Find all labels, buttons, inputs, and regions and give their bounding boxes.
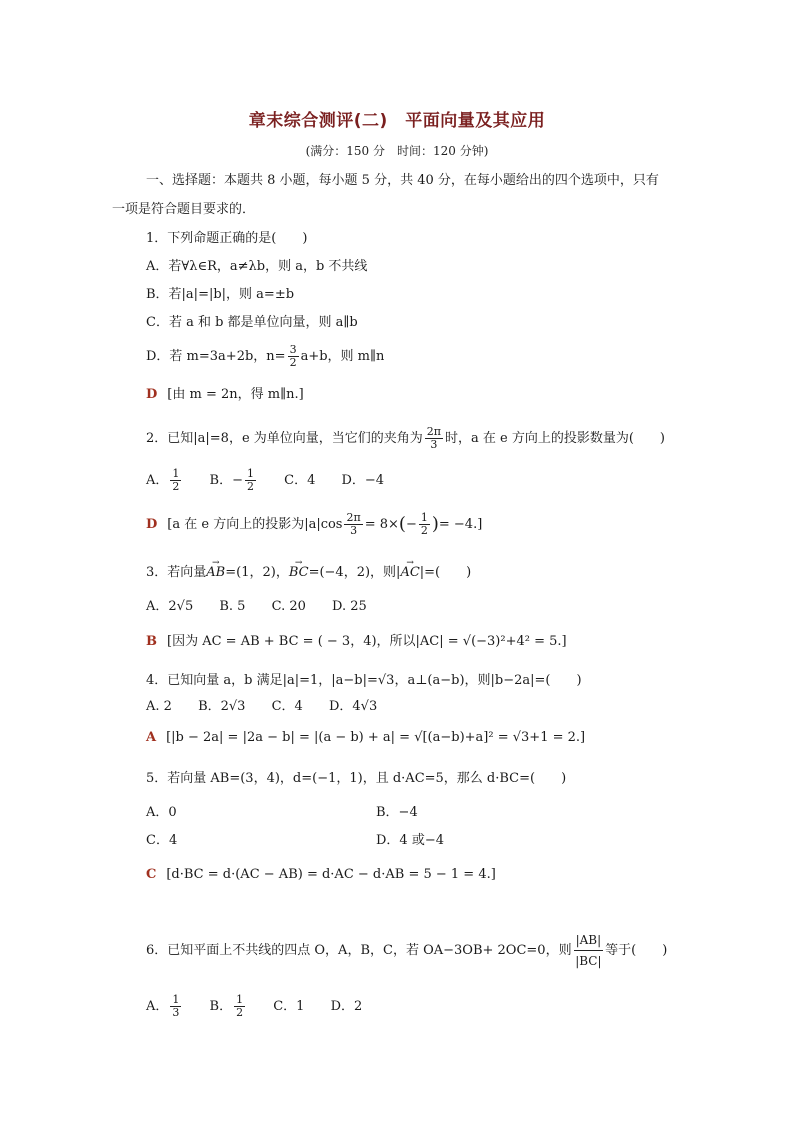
- question-3-stem: [146, 564, 471, 582]
- option-c: C．4: [271, 699, 303, 714]
- question-1-option-b: B．若|a|=|b|，则 a=±b: [146, 287, 295, 302]
- question-6-stem: [146, 930, 667, 971]
- question-2-stem-prefix: 2．已知|a|=8，e 为单位向量，当它们的夹角为: [146, 431, 423, 446]
- question-3-answer: [146, 633, 567, 651]
- question-1-answer: [146, 386, 304, 404]
- question-5-stem: 5．若向量 AB=(3，4)，d=(−1，1)，且 d·AC=5，那么 d·BC=( ): [146, 771, 567, 786]
- question-6-stem-prefix: 6．已知平面上不共线的四点 O，A，B，C，若 OA−3OB+ 2OC=0，则: [146, 943, 572, 958]
- question-3-eq1: =(1，2)，: [225, 565, 289, 580]
- fraction-denominator: |BC|: [575, 954, 602, 968]
- option-d: D．2: [330, 999, 363, 1014]
- question-2-options: [146, 468, 384, 493]
- answer-minus: −: [405, 517, 417, 532]
- answer-explanation: [|b − 2a| = |2a − b| = |(a − b) + a| = √[(a−b)+a]² = √3+1 = 2.]: [166, 730, 586, 745]
- fraction-denominator: 2: [420, 524, 428, 537]
- fraction-denominator: 2: [246, 480, 254, 493]
- option-a-fraction: [170, 468, 181, 493]
- option-c: C. 20: [271, 599, 306, 614]
- question-2-stem: [146, 426, 665, 451]
- option-d: D．4√3: [328, 699, 378, 714]
- option-a-fraction: [170, 994, 181, 1019]
- question-1-option-a: A．若∀λ∈R，a≠λb，则 a，b 不共线: [146, 259, 368, 274]
- section-intro-line1: 一、选择题：本题共 8 小题，每小题 5 分，共 40 分，在每小题给出的四个选项中，只有: [146, 173, 659, 188]
- question-3-stem-prefix: 3．若向量: [146, 565, 207, 580]
- option-b-fraction: [245, 468, 256, 493]
- fraction-denominator: 2: [172, 480, 180, 493]
- option-b-label: B．: [209, 999, 233, 1014]
- fraction-denominator: 3: [350, 524, 358, 537]
- question-4-options: [146, 698, 377, 716]
- fraction-numerator: 2π: [346, 511, 361, 524]
- option-a-label: A．: [146, 999, 169, 1014]
- answer-angle-fraction: [344, 512, 362, 537]
- answer-letter: D: [146, 517, 158, 532]
- fraction-denominator: 3: [172, 1006, 180, 1019]
- question-6-options: [146, 994, 362, 1019]
- option-a: A. 2: [146, 699, 172, 714]
- question-1-option-d-suffix: a+b，则 m∥n: [300, 349, 385, 364]
- question-4-stem: 4．已知向量 a，b 满足|a|=1，|a−b|=√3，a⊥(a−b)，则|b−2a|=( ): [146, 673, 582, 688]
- vector-ac: → AC: [400, 564, 419, 582]
- fraction-numerator: |AB|: [574, 930, 604, 951]
- option-b-label: B．−: [209, 473, 243, 488]
- question-1-option-c: C．若 a 和 b 都是单位向量，则 a∥b: [146, 315, 358, 330]
- question-5-answer: [146, 866, 496, 884]
- answer-explanation: [d·BC = d·(AC − AB) = d·AC − d·AB = 5 − 1 = 4.]: [166, 867, 496, 882]
- question-6-stem-suffix: 等于( ): [605, 943, 668, 958]
- answer-letter: B: [146, 634, 157, 649]
- question-5-option-d: D．4 或−4: [376, 833, 444, 848]
- question-2-angle-fraction: [425, 426, 443, 451]
- question-1-option-d-prefix: D．若 m=3a+2b，n=: [146, 349, 286, 364]
- answer-paren-open: (: [398, 513, 406, 535]
- question-3-eq3: |=( ): [419, 565, 472, 580]
- option-d: D．−4: [341, 473, 385, 488]
- fraction-numerator: 1: [246, 467, 254, 480]
- option-b: B．2√3: [198, 699, 246, 714]
- fraction-numerator: 3: [289, 343, 297, 356]
- option-a-label: A．: [146, 473, 169, 488]
- exam-info: (满分：150 分 时间：120 分钟): [305, 144, 489, 158]
- question-1-option-d: [146, 344, 384, 369]
- question-5-option-a: A．0: [146, 805, 177, 820]
- question-5-option-b: B．−4: [376, 805, 418, 820]
- question-3-options: [146, 598, 367, 616]
- answer-explanation: [因为 AC = AB + BC = ( − 3，4)，所以|AC| = √(−3)²+4² = 5.]: [167, 634, 567, 649]
- fraction-numerator: 1: [172, 993, 180, 1006]
- answer-letter: D: [146, 387, 158, 402]
- answer-middle: = 8×: [364, 517, 399, 532]
- option-b: B. 5: [219, 599, 246, 614]
- question-1-option-d-fraction: [288, 344, 299, 369]
- question-2-answer: [146, 512, 482, 537]
- fraction-numerator: 2π: [426, 425, 442, 438]
- fraction-denominator: 3: [430, 438, 438, 451]
- question-3-eq2: =(−4，2)，则|: [308, 565, 401, 580]
- fraction-denominator: 2: [236, 1006, 244, 1019]
- option-c: C．1: [273, 999, 305, 1014]
- fraction-numerator: 1: [172, 467, 180, 480]
- section-intro-line2: 一项是符合题目要求的．: [112, 202, 256, 217]
- question-1-stem: 1．下列命题正确的是( ): [146, 231, 308, 246]
- question-5-option-c: C．4: [146, 833, 178, 848]
- vector-ab: → AB: [206, 564, 225, 582]
- fraction-denominator: 2: [289, 356, 297, 369]
- answer-explanation: [由 m = 2n，得 m∥n.]: [167, 387, 304, 402]
- question-2-stem-suffix: 时，a 在 e 方向上的投影数量为( ): [445, 431, 666, 446]
- fraction-numerator: 1: [236, 993, 244, 1006]
- answer-letter: A: [146, 730, 157, 745]
- option-d: D. 25: [332, 599, 367, 614]
- vector-bc: → BC: [289, 564, 309, 582]
- page-title: 章末综合测评(二) 平面向量及其应用: [248, 111, 546, 131]
- answer-inner-fraction: [419, 512, 430, 537]
- option-a: A．2√5: [146, 599, 194, 614]
- option-c: C．4: [284, 473, 316, 488]
- answer-letter: C: [146, 867, 157, 882]
- answer-result: = −4.]: [438, 517, 483, 532]
- question-6-ratio-fraction: [574, 930, 604, 971]
- answer-paren-close: ): [431, 513, 439, 535]
- question-4-answer: [146, 729, 585, 747]
- answer-prefix: [a 在 e 方向上的投影为|a|cos: [167, 517, 343, 532]
- option-b-fraction: [234, 994, 245, 1019]
- fraction-numerator: 1: [420, 511, 428, 524]
